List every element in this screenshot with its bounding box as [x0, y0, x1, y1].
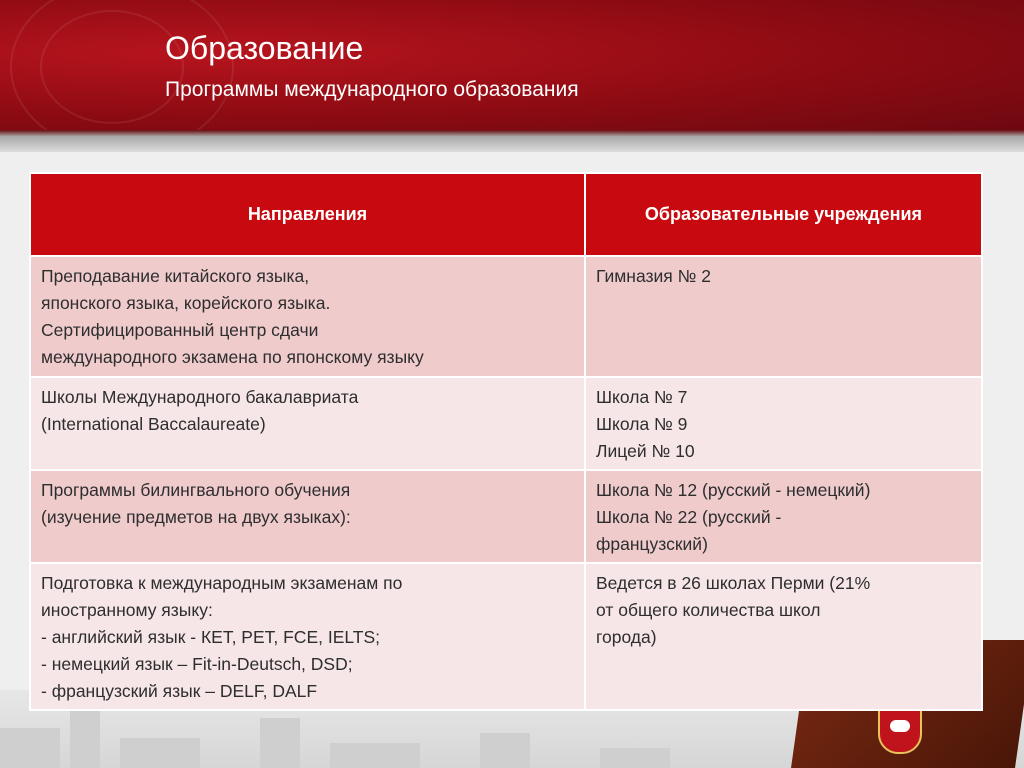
institutions-cell: Школа № 12 (русский - немецкий) Школа № 22 (русский - французский) [585, 470, 982, 563]
table-row [30, 470, 982, 563]
table-row [30, 563, 982, 710]
direction-cell: Преподавание китайского языка, японского языка, корейского языка. Сертифицированный центр сдачи международного экзамена по японскому языку [30, 256, 585, 377]
table-header-row [30, 173, 982, 256]
table-row [30, 256, 982, 377]
header-decoration [40, 10, 184, 124]
programs-table [29, 172, 983, 711]
institutions-cell: Гимназия № 2 [585, 256, 982, 377]
slide-subtitle: Программы международного образования [165, 78, 579, 101]
direction-cell: Школы Международного бакалавриата (International Baccalaureate) [30, 377, 585, 470]
direction-cell: Программы билингвального обучения (изучение предметов на двух языках): [30, 470, 585, 563]
institutions-cell: Ведется в 26 школах Перми (21% от общего количества школ города) [585, 563, 982, 710]
direction-cell: Подготовка к международным экзаменам по иностранному языку: - английский язык - КЕТ, PET, FCE, IELTS; - немецкий язык – Fit-in-Deutsch, DSD; - французский язык – DELF, DALF [30, 563, 585, 710]
table-row [30, 377, 982, 470]
bear-icon [890, 720, 910, 732]
institutions-cell: Школа № 7 Школа № 9 Лицей № 10 [585, 377, 982, 470]
slide-header [0, 0, 1024, 132]
column-header-institutions: Образовательные учреждения [585, 173, 982, 256]
column-header-directions: Направления [30, 173, 585, 256]
slide-title: Образование [165, 30, 364, 66]
header-divider [0, 130, 1024, 152]
